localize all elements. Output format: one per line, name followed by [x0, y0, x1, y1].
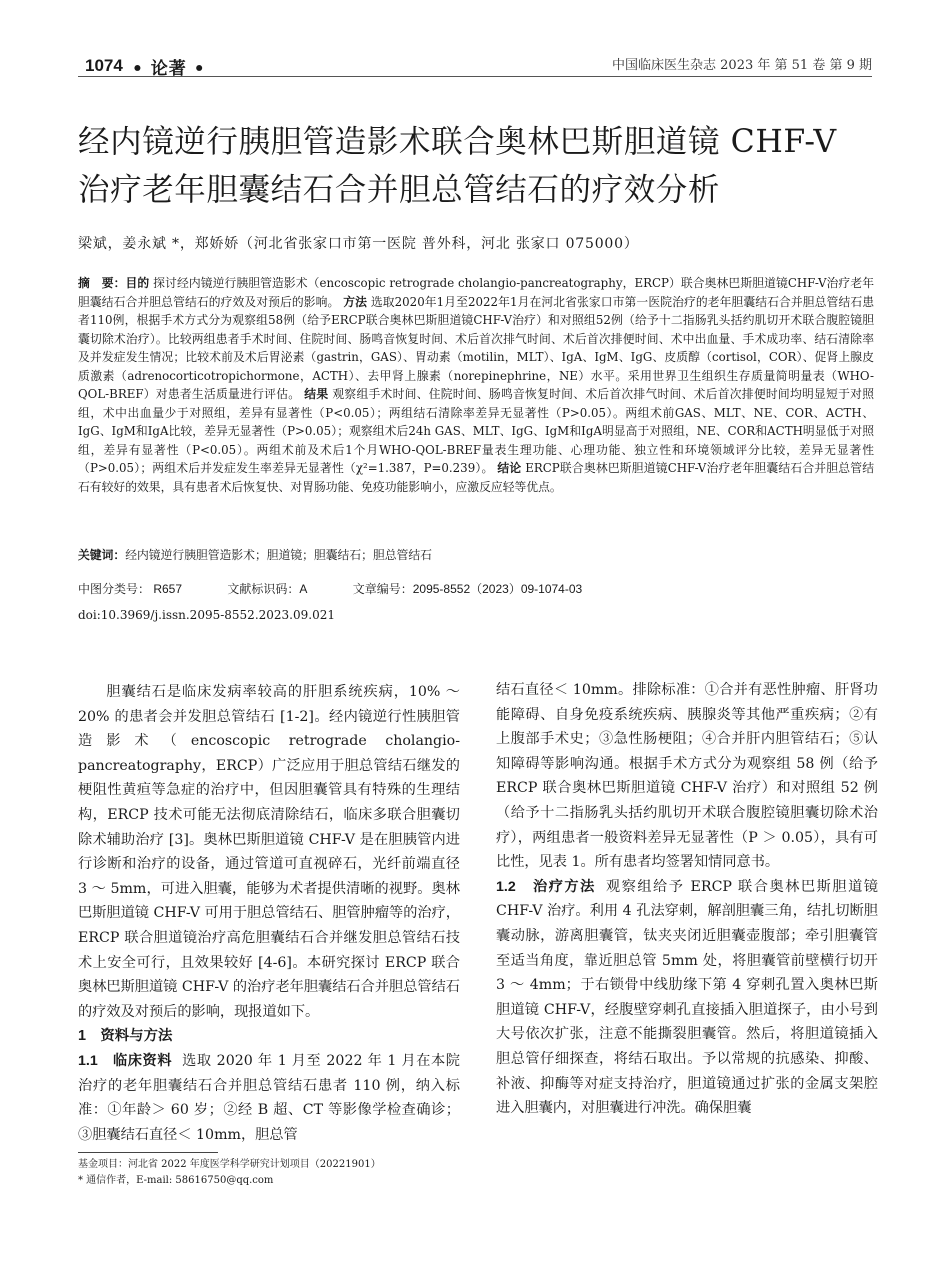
- results-text: 观察组手术时间、住院时间、肠鸣音恢复时间、术后首次排气时间、术后首次排便时间均明显短于对照组，术中出血量少于对照组，差异有显著性（P<0.05）；两组结石清除率差异无显著性（P>0.05）。两组术前GAS、MLT、NE、COR、ACTH、IgG、IgM和IgA比较，差异无显著性（P>0.05）；观察组术后24h GAS、MLT、IgG、IgM和IgA明显高于对照组，NE、COR和ACTH明显低于对照组，差异有显著性（P<0.05）。两组术前及术后1个月WHO-QOL-BREF量表生理功能、心理功能、独立性和环境领域评分比较，差异无显著性（P>0.05）；两组术后并发症发生率差异无显著性（χ²=1.387，P=0.239）。: [78, 387, 874, 475]
- body-column-left: [78, 680, 460, 1147]
- page-number: 1074: [85, 56, 123, 75]
- fund-note: 基金项目：河北省 2022 年度医学科学研究计划项目（20221901）: [78, 1159, 381, 1170]
- results-label: 结果: [304, 387, 329, 401]
- footnotes: [78, 1157, 381, 1189]
- header-rule: [78, 76, 872, 77]
- subheading-1-2: 1.2 治疗方法: [496, 878, 596, 895]
- article-title: [78, 118, 880, 214]
- criteria-paragraph: 结石直径＜ 10mm。排除标准：①合并有恶性肿瘤、肝肾功能障碍、自身免疫系统疾病、胰腺炎等其他严重疾病；②有上腹部手术史；③急性肠梗阻；④合并肝内胆管结石；⑤认知障碍等影响沟通。根据手术方式分为观察组 58 例（给予 ERCP 联合奥林巴斯胆道镜 CHF-V 治疗）和对照组 52 例（给予十二指肠乳头括约肌切开术联合腹腔镜胆囊切除术治疗），两组患者一般资料差异无显著性（P ＞ 0.05），具有可比性，见表 1。所有患者均签署知情同意书。: [496, 682, 878, 871]
- author-line: 梁斌，姜永斌 *，郑娇娇（河北省张家口市第一医院 普外科，河北 张家口 075000）: [78, 236, 639, 252]
- title-line-2: 治疗老年胆囊结石合并胆总管结石的疗效分析: [78, 172, 721, 208]
- abstract: [78, 274, 874, 496]
- subheading-1-1: 1.1 临床资料: [78, 1052, 173, 1069]
- objective-text: 探讨经内镜逆行胰胆管造影术（encoscopic retrograde cholangio-pancreatography，ERCP）联合奥林巴斯胆道镜CHF-V治疗老年胆囊结石合并胆总管结石的疗效及对预后的影响。: [78, 276, 874, 309]
- title-line-1: 经内镜逆行胰胆管造影术联合奥林巴斯胆道镜 CHF-V: [78, 124, 837, 160]
- treatment-paragraph: [496, 875, 878, 1121]
- clinical-data-paragraph: [78, 1049, 460, 1147]
- keywords-label: 关键词：: [78, 548, 126, 562]
- keywords-text: 经内镜逆行胰胆管造影术；胆道镜；胆囊结石；胆总管结石: [125, 548, 432, 562]
- body-column-right: [496, 678, 878, 1121]
- footnote-rule: [78, 1152, 218, 1153]
- journal-info: 中国临床医生杂志 2023 年 第 51 卷 第 9 期: [612, 58, 872, 73]
- intro-paragraph: 胆囊结石是临床发病率较高的肝胆系统疾病，10% ～ 20% 的患者会并发胆总管结石 [1-2]。经内镜逆行性胰胆管造影术（encoscopic retrograde cholangio-pancreatography，ERCP）广泛应用于胆总管结石继发的梗阻性黄疸等急症的治疗中，但因胆囊管具有特殊的生理结构，ERCP 技术可能无法彻底清除结石，临床多联合胆囊切除术辅助治疗 [3]。奥林巴斯胆道镜 CHF-V 是在胆胰管内进行诊断和治疗的设备，通过管道可直视碎石，光纤前端直径 3 ～ 5mm，可进入胆囊，能够为术者提供清晰的视野。奥林巴斯胆道镜 CHF-V 可用于胆总管结石、胆管肿瘤等的治疗，ERCP 联合胆道镜治疗高危胆囊结石合并继发胆总管结石技术上安全可行，且效果较好 [4-6]。本研究探讨 ERCP 联合奥林巴斯胆道镜 CHF-V 的治疗老年胆囊结石合并胆总管结石的疗效及对预后的影响，现报道如下。: [78, 684, 460, 1020]
- classification-line: [78, 580, 874, 597]
- methods-label: 方法: [343, 294, 368, 309]
- doi: doi:10.3969/j.issn.2095-8552.2023.09.021: [78, 608, 335, 622]
- article-number: 文章编号：2095-8552（2023）09-1074-03: [352, 582, 583, 596]
- page-header: [85, 52, 872, 79]
- objective-label: 目的: [125, 276, 150, 290]
- methods-text: 选取2020年1月至2022年1月在河北省张家口市第一医院治疗的老年胆囊结石合并胆总管结石患者110例，根据手术方式分为观察组58例（给予ERCP联合奥林巴斯胆道镜CHF-V治疗）和对照组52例（给予十二指肠乳头括约肌切开术联合腹腔镜胆囊切除术治疗）。比较两组患者手术时间、住院时间、肠鸣音恢复时间、术后首次排气时间、术后首次排便时间、术中出血量、手术成功率、结石清除率及并发症发生情况；比较术前及术后胃泌素（gastrin，GAS）、胃动素（motilin，MLT）、IgA、IgM、IgG、皮质醇（cortisol，COR）、促肾上腺皮质激素（adrenocorticotropichormone，ACTH）、去甲肾上腺素（norepinephrine，NE）水平。采用世界卫生组织生存质量简明量表（WHO-QOL-BREF）对患者生活质量进行评估。: [78, 294, 875, 401]
- conclusion-text: ERCP联合奥林巴斯胆道镜CHF-V治疗老年胆囊结石合并胆总管结石有较好的效果，具有患者术后恢复快、对胃肠功能、免疫功能影响小，应激反应轻等优点。: [78, 461, 875, 494]
- corresponding-author-note: * 通信作者，E-mail: 58616750@qq.com: [78, 1175, 274, 1186]
- treatment-text: 观察组给予 ERCP 联合奥林巴斯胆道镜 CHF-V 治疗。利用 4 孔法穿刺，解剖胆囊三角，结扎切断胆囊动脉，游离胆囊管，钛夹夹闭近胆囊壶腹部；牵引胆囊管至适当角度，靠近胆总管 5mm 处，将胆囊管前壁横行切开 3 ～ 4mm；于右锁骨中线肋缘下第 4 穿刺孔置入奥林巴斯胆道镜 CHF-V，经腹壁穿刺孔直接插入胆道探子，由小号到大号依次扩张，注意不能撕裂胆囊管。然后，将胆道镜插入胆总管仔细探查，将结石取出。予以常规的抗感染、抑酸、补液、抑酶等对症支持治疗，胆道镜通过扩张的金属支架腔进入胆囊内，对胆囊进行冲洗。确保胆囊: [496, 878, 878, 1117]
- section-label: • 论著 •: [132, 59, 206, 79]
- document-code: 文献标识码：A: [227, 582, 308, 596]
- keywords: [78, 546, 874, 564]
- abstract-label: 摘 要：: [78, 276, 126, 290]
- clc-number: 中图分类号： R657: [78, 582, 183, 596]
- conclusion-label: 结论: [497, 461, 522, 475]
- section-heading-1: 1 资料与方法: [78, 1028, 173, 1045]
- clinical-data-text: 选取 2020 年 1 月至 2022 年 1 月在本院治疗的老年胆囊结石合并胆总管结石患者 110 例，纳入标准：①年龄＞ 60 岁；②经 B 超、CT 等影像学检查确诊；③胆囊结石直径＜ 10mm，胆总管: [78, 1052, 460, 1143]
